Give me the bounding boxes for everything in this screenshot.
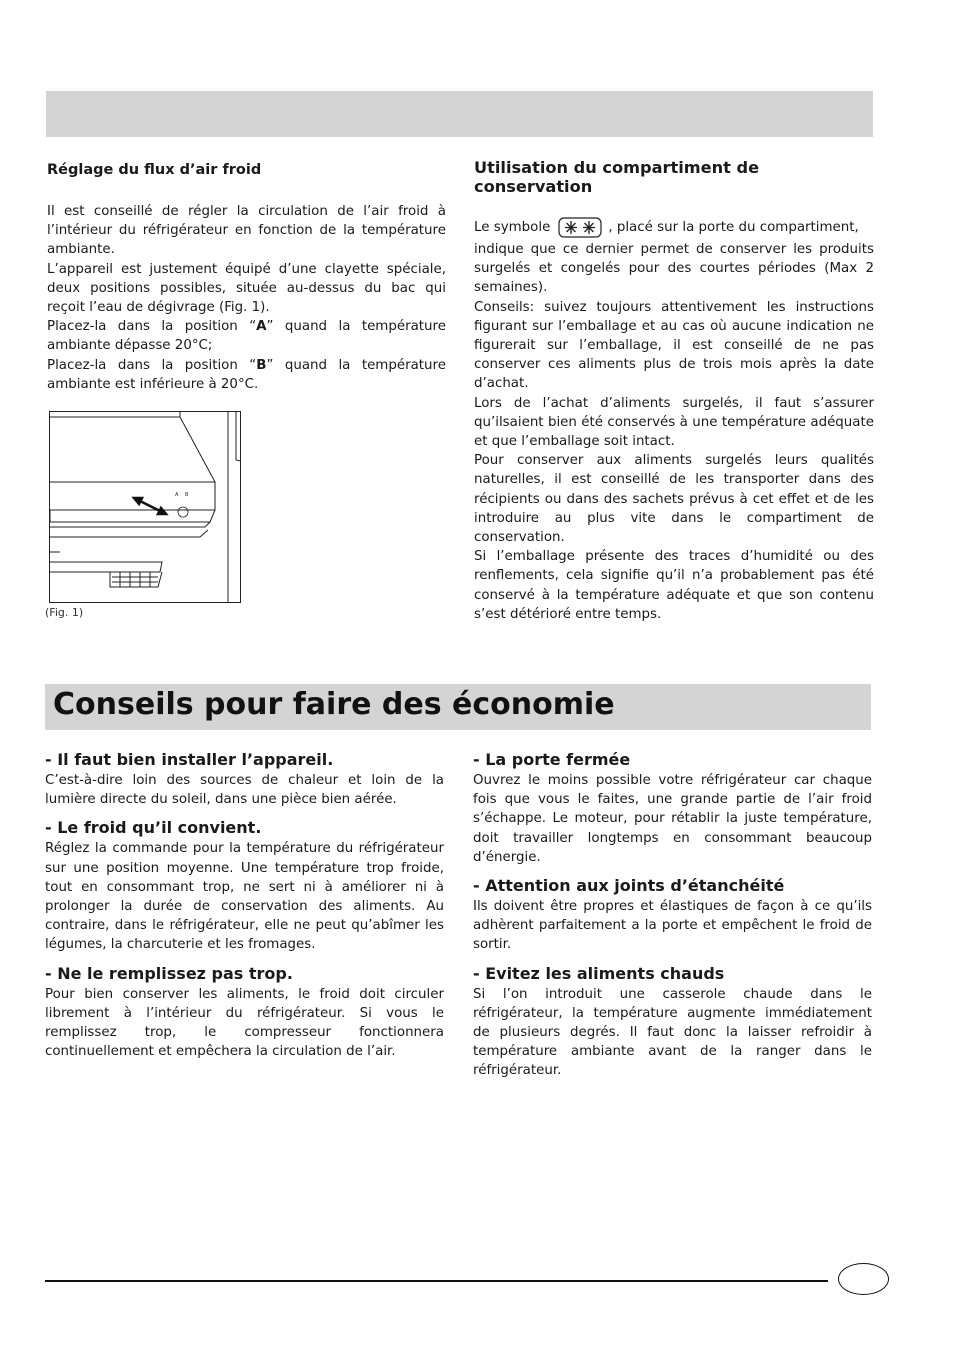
symbol-line: [474, 216, 874, 240]
page-number-oval: [838, 1263, 889, 1295]
airflow-heading: Réglage du flux d’air froid: [47, 162, 262, 178]
economy-right-column: [473, 750, 872, 1081]
tip-text: Ils doivent être propres et élastiques de façon à ce qu’ils adhèrent parfaitement a la porte et empêchent le froid de sortir.: [473, 899, 872, 953]
tip-not-too-full: [45, 964, 444, 1062]
svg-text:A: A: [175, 492, 179, 498]
symbol-prefix: Le symbole: [474, 220, 551, 235]
conservation-section: [474, 158, 874, 624]
airflow-section: [47, 162, 446, 394]
tip-heading: - Attention aux joints d’étanchéité: [473, 876, 785, 896]
shelf-drawing: [50, 412, 240, 602]
tip-install: [45, 750, 444, 809]
tip-text: Si l’on introduit une casserole chaude dans le réfrigérateur, la température augmente immédiatement de plusieurs degrés. Il faut donc la laisser refroidir à température ambiante avant de la ranger dans le réfrigérateur.: [473, 986, 872, 1079]
symbol-suffix: , placé sur la porte du compartiment,: [608, 220, 859, 235]
top-header-band: [46, 91, 873, 137]
conservation-paragraph-1: indique que ce dernier permet de conserver les produits surgelés et congelés pour des courtes périodes (Max 2 semaines).: [474, 242, 874, 296]
svg-text:B: B: [185, 492, 189, 498]
tip-text: Pour bien conserver les aliments, le froid doit circuler librement à l’intérieur du réfrigérateur. Si vous le remplissez trop, le compresseur fonctionnera continuellement et empêchera la circulation de l’air.: [45, 986, 444, 1060]
two-star-freezer-icon: [558, 217, 602, 238]
tip-heading: - La porte fermée: [473, 750, 631, 769]
tip-cold: [45, 818, 444, 954]
airflow-paragraph-3: Placez-la dans la position “A” quand la température ambiante dépasse 20°C;: [47, 319, 446, 354]
economy-title: Conseils pour faire des économie: [53, 687, 615, 722]
tip-heading: - Ne le remplissez pas trop.: [45, 963, 293, 983]
figure-caption: (Fig. 1): [45, 606, 84, 619]
airflow-paragraph-2: L’appareil est justement équipé d’une clayette spéciale, deux positions possibles, située au-dessus du bac qui reçoit l’eau de dégivrage (Fig. 1).: [47, 261, 446, 316]
tip-heading: - Evitez les aliments chauds: [473, 963, 725, 983]
tip-text: C’est-à-dire loin des sources de chaleur et loin de la lumière directe du soleil, dans une pièce bien aérée.: [45, 773, 444, 808]
conservation-paragraph-5: Si l’emballage présente des traces d’humidité ou des renflements, cela signifie qu’il n’a probablement pas été conservé à la température adéquate et que son contenu s’est détérioré entre temps.: [474, 549, 874, 622]
conservation-paragraph-4: Pour conserver aux aliments surgelés leurs qualités naturelles, il est conseillé de les transporter dans des récipients ou dans des sachets prévus à cet effet et de les introduire au plus vite dans le compartiment de conservation.: [474, 453, 874, 546]
tip-heading: - Le froid qu’il convient.: [45, 818, 262, 838]
tip-heading: - Il faut bien installer l’appareil.: [45, 750, 334, 769]
tip-text: Ouvrez le moins possible votre réfrigérateur car chaque fois que vous le faites, une grande partie de l’air froid s’échappe. Le moteur, pour rétablir la juste température, doit travailler longtemps en consommant beaucoup d’énergie.: [473, 773, 872, 865]
tip-door-closed: [473, 750, 872, 867]
conservation-heading: Utilisation du compartiment de conservation: [474, 158, 760, 196]
tip-hot-food: [473, 964, 872, 1081]
airflow-paragraph-1: Il est conseillé de régler la circulation de l’air froid à l’intérieur du réfrigérateur en fonction de la température ambiante.: [47, 204, 446, 258]
conservation-paragraph-2: Conseils: suivez toujours attentivement les instructions figurant sur l’emballage et au cas où aucune indication ne figurerait sur l’emballage, il est conseillé de ne pas conserver ces aliments plus de trois mois après la date d’achat.: [474, 299, 874, 392]
economy-left-column: [45, 750, 444, 1061]
footer-rule: [45, 1280, 828, 1282]
tip-text: Réglez la commande pour la température du réfrigérateur sur une position moyenne. Une température trop froide, tout en consommant trop, ne sert ni à améliorer ni à prolonger la durée de conservation des aliments. Au contraire, dans le réfrigérateur, elle ne peut qu’abîmer les légumes, la charcuterie et les fromages.: [45, 841, 444, 953]
airflow-paragraph-4: Placez-la dans la position “B” quand la température ambiante est inférieure à 20°C.: [47, 357, 446, 392]
conservation-paragraph-3: Lors de l’achat d’aliments surgelés, il faut s’assurer qu’ilsaient bien été conservés à une température adéquate et que l’emballage soit intact.: [474, 395, 874, 450]
fridge-shelf-illustration: [49, 411, 241, 603]
tip-seals: [473, 876, 872, 955]
